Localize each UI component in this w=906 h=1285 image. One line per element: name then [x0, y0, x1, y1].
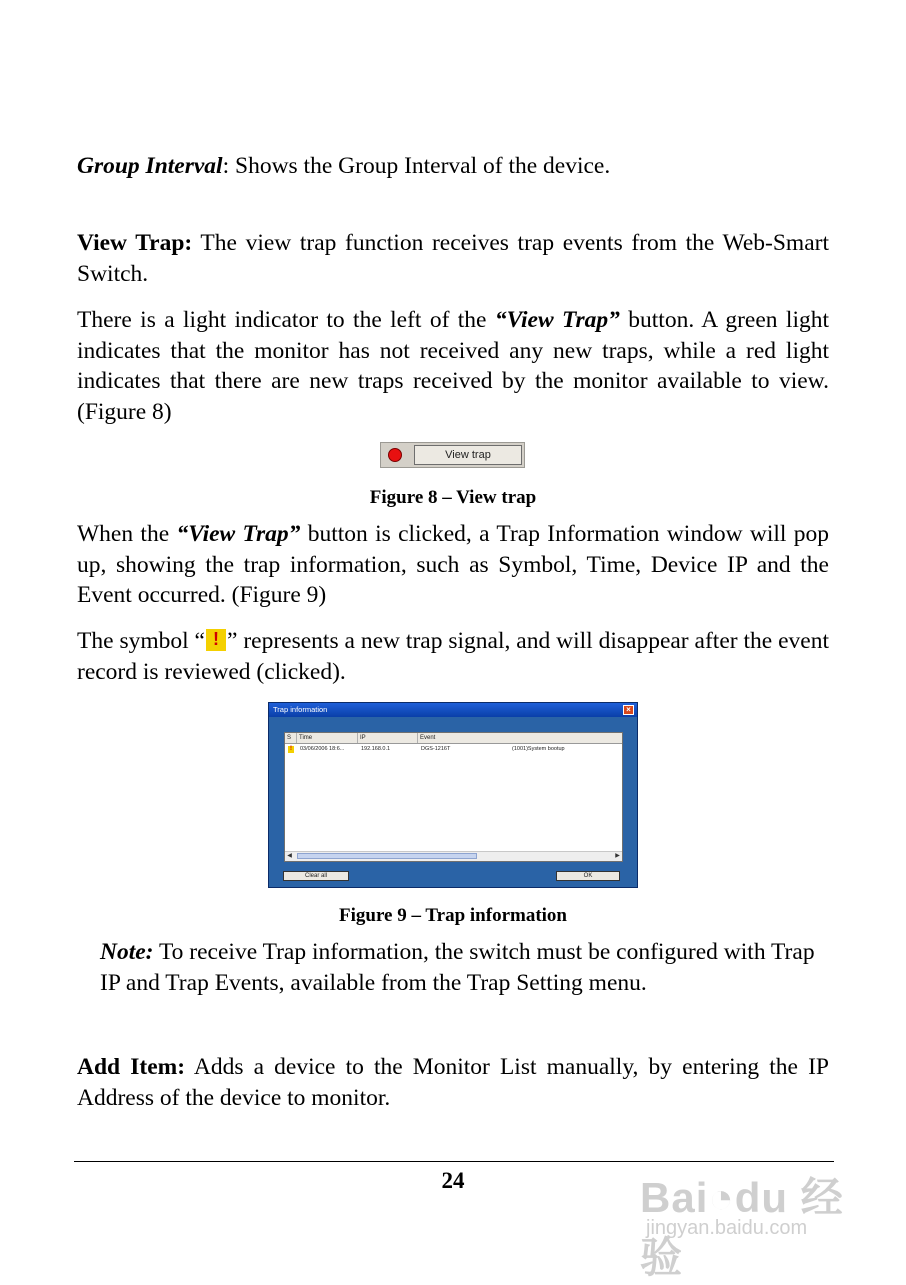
light-indicator-text-2: button. A green light indicates that the monitor has not received any new traps, while a red light indicates that there are new traps received by the monitor available to view. (Figure 8) [77, 307, 829, 425]
column-header-event[interactable]: Event [420, 735, 436, 741]
new-trap-warning-icon [206, 629, 226, 651]
add-item-paragraph [77, 1052, 829, 1113]
group-interval-text: : Shows the Group Interval of the device. [222, 153, 611, 179]
note-paragraph [100, 937, 840, 998]
view-trap-button[interactable]: View trap [414, 445, 522, 465]
symbol-text-2: ” represents a new trap signal, and will disappear after the event record is reviewed (clicked). [77, 628, 829, 685]
view-trap-term: View Trap: [77, 230, 193, 256]
light-indicator-text-1: There is a light indicator to the left of the [77, 307, 495, 333]
column-header-ip[interactable]: IP [358, 733, 418, 743]
add-item-text: Adds a device to the Monitor List manually, by entering the IP Address of the device to monitor. [77, 1054, 829, 1111]
scroll-right-icon[interactable]: ▶ [615, 853, 620, 859]
light-indicator-quote: “View Trap” [494, 307, 620, 333]
watermark-brand: Bai◔du 经验 [640, 1174, 844, 1281]
baidu-watermark [640, 1165, 860, 1281]
group-interval-paragraph [77, 151, 829, 182]
ok-button[interactable]: OK [556, 871, 620, 881]
view-trap-text: The view trap function receives trap events from the Web-Smart Switch. [77, 230, 829, 287]
figure-9-caption: Figure 9 – Trap information [339, 905, 567, 926]
row-time: 03/06/2006 18:6... [300, 746, 345, 752]
light-indicator-paragraph [77, 305, 829, 427]
when-clicked-paragraph [77, 519, 829, 611]
footer-divider [74, 1161, 834, 1162]
column-header-symbol[interactable]: S [285, 733, 297, 743]
figure-8-caption: Figure 8 – View trap [369, 487, 537, 508]
row-device: DGS-1216T [421, 746, 451, 752]
symbol-text-1: The symbol “ [77, 628, 205, 654]
window-title: Trap information [269, 703, 637, 717]
table-row[interactable] [285, 745, 622, 754]
when-clicked-text-1: When the [77, 521, 177, 547]
trap-list-header [285, 733, 622, 744]
row-event: (1001)System bootup [512, 746, 565, 752]
add-item-term: Add Item: [77, 1054, 186, 1080]
page-number: 24 [441, 1168, 465, 1193]
new-trap-row-icon: ! [290, 746, 292, 752]
horizontal-scrollbar[interactable] [285, 851, 622, 861]
figure-8-view-trap-widget [380, 442, 525, 468]
warning-glyph: ! [213, 629, 219, 649]
scrollbar-thumb[interactable] [297, 853, 477, 859]
watermark-url: jingyan.baidu.com [646, 1217, 808, 1239]
row-ip: 192.168.0.1 [361, 746, 391, 752]
note-label: Note: [100, 939, 154, 965]
trap-information-window [268, 702, 638, 888]
group-interval-term: Group Interval [77, 153, 223, 179]
scroll-left-icon[interactable]: ◀ [287, 853, 292, 859]
trap-list[interactable] [284, 732, 623, 862]
when-clicked-quote: “View Trap” [176, 521, 301, 547]
trap-light-indicator [388, 448, 402, 462]
clear-all-button[interactable]: Clear all [283, 871, 349, 881]
when-clicked-text-2: button is clicked, a Trap Information window will pop up, showing the trap information, such as Symbol, Time, Device IP and the Event occurred. (Figure 9) [77, 521, 829, 608]
view-trap-paragraph [77, 228, 829, 289]
note-text: To receive Trap information, the switch must be configured with Trap IP and Trap Events, available from the Trap Setting menu. [100, 939, 815, 996]
column-header-time[interactable]: Time [297, 733, 358, 743]
symbol-paragraph [77, 626, 829, 687]
close-icon[interactable]: × [623, 705, 634, 715]
